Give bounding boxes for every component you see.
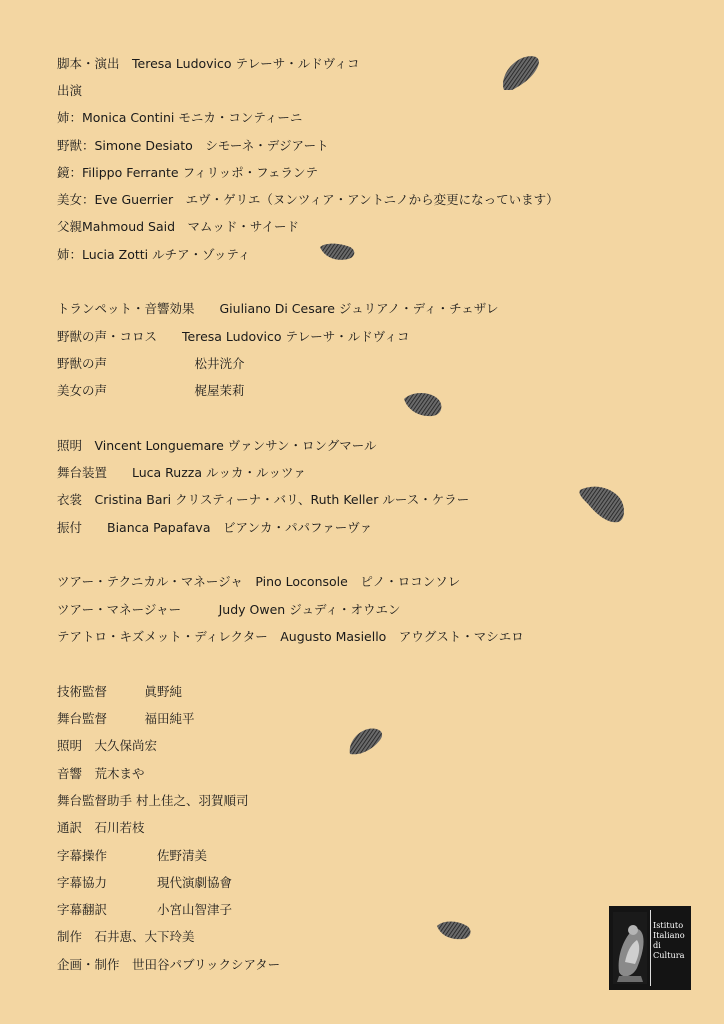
credit-line: 姉：Lucia Zotti ルチア・ゾッティ: [57, 247, 251, 262]
logo-text-line: di: [653, 940, 661, 950]
credit-line: 舞台監督助手 村上佳之、羽賀順司: [57, 793, 249, 808]
credit-line: 通訳 石川若枝: [57, 820, 145, 835]
credit-line: 企画・制作 世田谷パブリックシアター: [57, 957, 281, 972]
credit-line: 技術監督 眞野純: [57, 684, 183, 699]
credit-line: 姉：Monica Contini モニカ・コンティーニ: [57, 110, 303, 125]
credit-line: 字幕操作 佐野清美: [57, 848, 208, 863]
ink-petal-icon: [318, 241, 358, 263]
credit-line: 字幕翻訳 小宮山智津子: [57, 902, 233, 917]
ink-petal-icon: [435, 918, 473, 942]
statue-photo-icon: [613, 912, 647, 984]
credit-line: 制作 石井恵、大下玲美: [57, 929, 195, 944]
credit-line: 照明 Vincent Longuemare ヴァンサン・ロングマール: [57, 438, 377, 453]
credit-line: 出演: [57, 83, 83, 98]
credit-line: 美女：Eve Guerrier エヴ・ゲリエ（ヌンツィア・アントニノから変更になっています）: [57, 192, 559, 207]
credit-line: 美女の声 梶屋茉莉: [57, 383, 245, 398]
logo-text-line: Italiano: [653, 930, 685, 940]
credit-line: 野獣の声 松井洸介: [57, 356, 245, 371]
credit-line: テアトロ・キズメット・ディレクター Augusto Masiello アウグスト・マシエロ: [57, 629, 524, 644]
credit-line: 脚本・演出 Teresa Ludovico テレーサ・ルドヴィコ: [57, 56, 360, 71]
credit-line: 字幕協力 現代演劇協會: [57, 875, 233, 890]
credit-line: 舞台監督 福田純平: [57, 711, 195, 726]
credit-line: 振付 Bianca Papafava ビアンカ・パパファーヴァ: [57, 520, 373, 535]
credit-line: ツアー・テクニカル・マネージャ Pino Loconsole ピノ・ロコンソレ: [57, 574, 461, 589]
credit-line: 野獣の声・コロス Teresa Ludovico テレーサ・ルドヴィコ: [57, 329, 410, 344]
credit-line: 照明 大久保尚宏: [57, 738, 158, 753]
credit-line: 衣裳 Cristina Bari クリスティーナ・バリ、Ruth Keller ルース・ケラー: [57, 492, 470, 507]
ink-petal-icon: [402, 389, 444, 419]
ink-petal-icon: [578, 484, 628, 526]
ink-petal-icon: [346, 726, 386, 758]
logo-text: [653, 920, 689, 960]
credit-line: ツアー・マネージャー Judy Owen ジュディ・オウエン: [57, 602, 401, 617]
credit-line: 舞台装置 Luca Ruzza ルッカ・ルッツァ: [57, 465, 306, 480]
logo-text-line: Cultura: [653, 950, 685, 960]
ink-petal-icon: [498, 52, 544, 94]
logo-divider: [650, 910, 651, 986]
credit-line: トランペット・音響効果 Giuliano Di Cesare ジュリアノ・ディ・チェザレ: [57, 301, 499, 316]
istituto-italiano-logo: [609, 906, 691, 990]
credit-line: 音響 荒木まや: [57, 766, 145, 781]
logo-text-line: Istituto: [653, 920, 684, 930]
credit-line: 父親Mahmoud Said マムッド・サイード: [57, 219, 300, 234]
credit-line: 野獣：Simone Desiato シモーネ・デジアート: [57, 138, 329, 153]
credit-line: 鏡：Filippo Ferrante フィリッポ・フェランテ: [57, 165, 318, 180]
